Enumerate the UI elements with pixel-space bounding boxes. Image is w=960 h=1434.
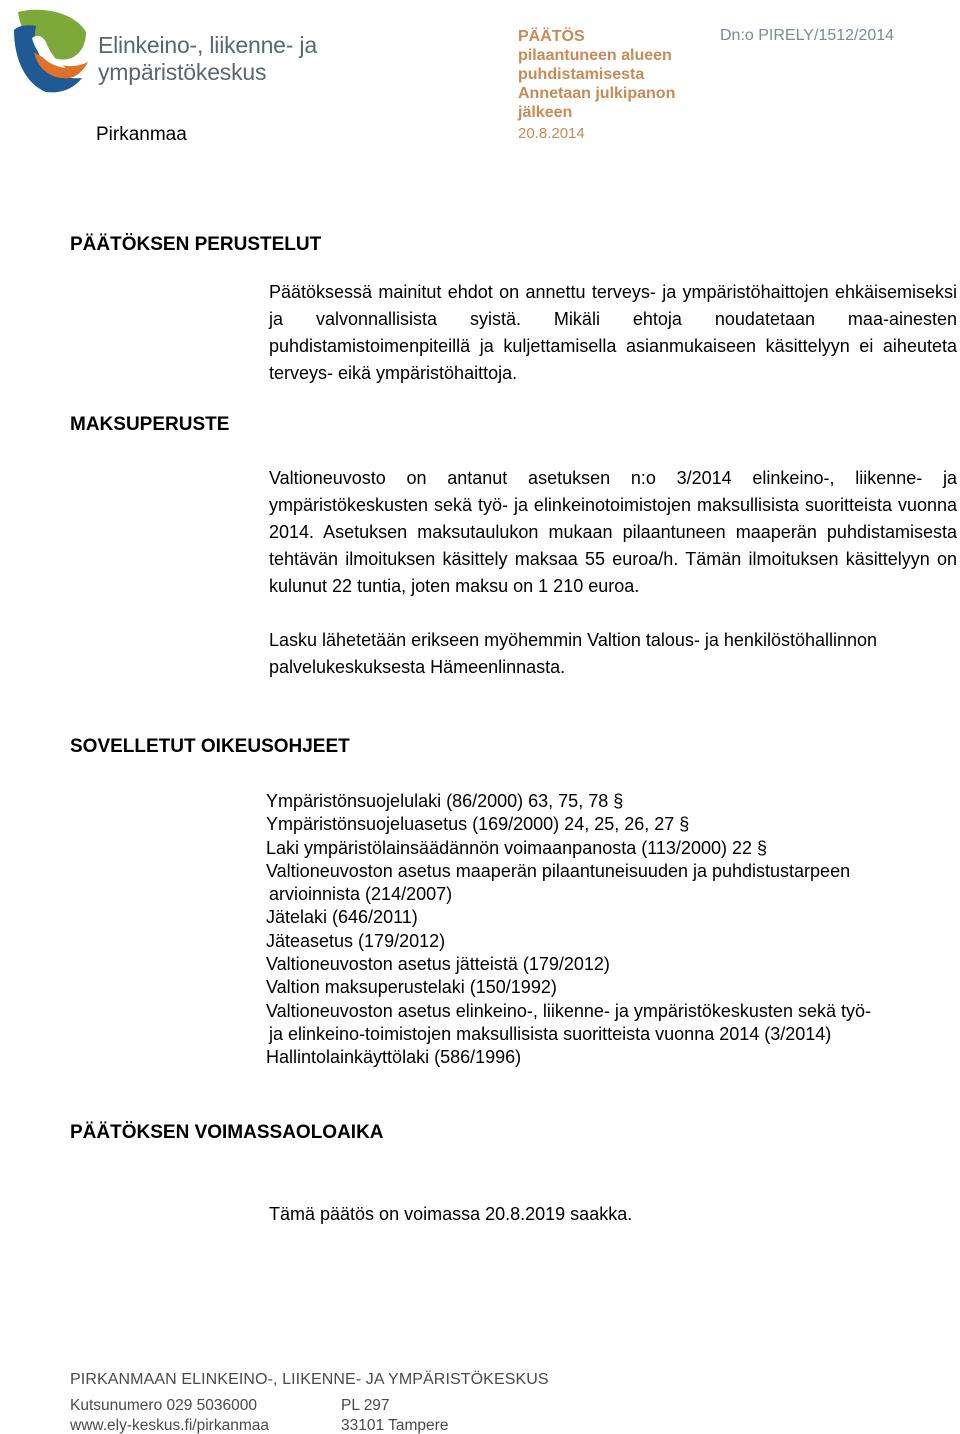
list-item: Valtioneuvoston asetus elinkeino-, liikenne- ja ympäristökeskusten sekä työ- ja elinkeino-toimistojen maksullisista suoritteista vuonna 2014 (3/2014) [266,1000,871,1044]
ely-logo [12,8,90,94]
doc-subtitle-line: Annetaan julkipanon [518,85,676,102]
footer-website-link[interactable]: www.ely-keskus.fi/pirkanmaa [70,1417,269,1434]
list-item: Ympäristönsuojeluasetus (169/2000) 24, 25, 26, 27 § [266,814,690,835]
footer-phone: Kutsunumero 029 5036000 [70,1397,258,1414]
footer-city: 33101 Tampere [341,1417,449,1434]
doc-subtitle-line: puhdistamisesta [518,66,645,83]
footer-org-name: PIRKANMAAN ELINKEINO-, LIIKENNE- JA YMPÄRISTÖKESKUS [70,1371,549,1388]
region-name: Pirkanmaa [96,124,187,145]
document-date: 20.8.2014 [518,125,585,142]
document-number: Dn:o PIRELY/1512/2014 [720,27,895,44]
section-heading-perustelut: PÄÄTÖKSEN PERUSTELUT [70,234,322,255]
maksuperuste-text: Valtioneuvosto on antanut asetuksen n:o 3/2014 elinkeino-, liikenne- ja ympäristökeskusten sekä työ- ja elinkeinotoimistojen maksullisista suoritteista vuonna 2014. Asetuksen maksutaulukon mukaan pilaantuneen maaperän puhdistamisesta tehtävän ilmoituksen käsittely maksaa 55 euroa/h. Tämän ilmoituksen käsittelyyn on kulunut 22 tuntia, joten maksu on 1 210 euroa. [269,468,957,596]
footer-address [341,1396,448,1434]
perustelut-text: Päätöksessä mainitut ehdot on annettu terveys- ja ympäristöhaittojen ehkäisemiseksi ja valvonnallisista syistä. Mikäli ehtoja noudatetaan maa-ainesten puhdistamistoimenpiteillä ja kuljettamisella asianmukaiseen käsittelyyn ei aiheuteta terveys- eikä ympäristöhaittoja. [269,282,957,383]
doc-subtitle-line: pilaantuneen alueen [518,47,672,64]
list-item: Laki ympäristölainsäädännön voimaanpanosta (113/2000) 22 § [266,837,768,858]
list-item: Valtioneuvoston asetus maaperän pilaantuneisuuden ja puhdistustarpeen arvioinnista (214/2007) [266,860,851,905]
footer-contact [70,1396,269,1434]
section-heading-voimassaolo: PÄÄTÖKSEN VOIMASSAOLOAIKA [70,1122,384,1143]
section-heading-maksuperuste: MAKSUPERUSTE [70,414,230,435]
list-item: Jäteasetus (179/2012) [266,930,446,951]
legal-references-list [266,790,960,1070]
document-type: PÄÄTÖS pilaantuneen alueen puhdistamisesta Annetaan julkipanon jälkeen [518,27,708,122]
list-item: Jätelaki (646/2011) [266,907,418,928]
list-item: Hallintolainkäyttölaki (586/1996) [266,1047,522,1068]
invoice-text: Lasku lähetetään erikseen myöhemmin Valtion talous- ja henkilöstöhallinnon palvelukeskuksesta Hämeenlinnasta. [269,630,878,677]
doc-subtitle-line: jälkeen [518,104,573,121]
footer-pobox: PL 297 [341,1397,390,1414]
section-heading-oikeusohjeet: SOVELLETUT OIKEUSOHJEET [70,736,350,757]
org-name: Elinkeino-, liikenne- ja ympäristökeskus [98,32,317,85]
validity-text: Tämä päätös on voimassa 20.8.2019 saakka. [269,1204,633,1224]
list-item: Ympäristönsuojelulaki (86/2000) 63, 75, 78 § [266,791,624,811]
list-item: Valtioneuvoston asetus jätteistä (179/2012) [266,954,610,975]
list-item: Valtion maksuperustelaki (150/1992) [266,977,557,998]
